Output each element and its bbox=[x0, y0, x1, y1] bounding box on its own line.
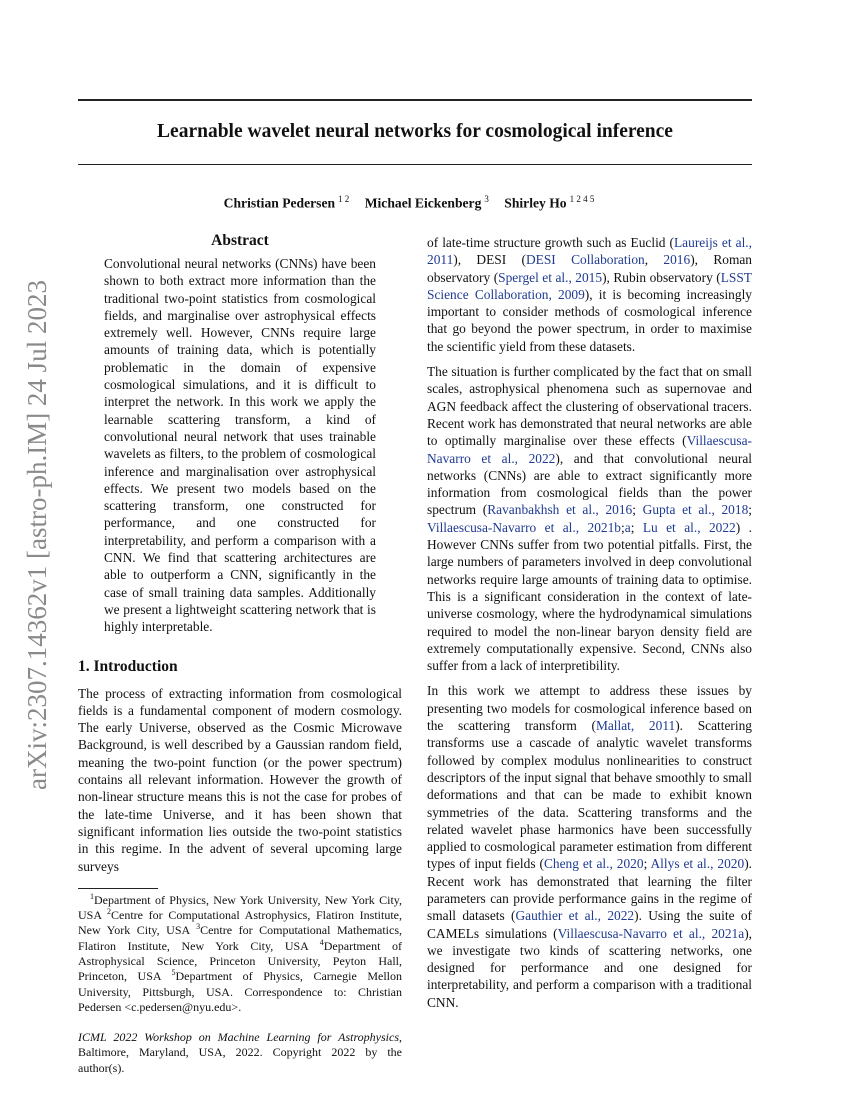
author-affiliation: 1 2 4 5 bbox=[569, 194, 595, 204]
affiliation-number: 1 bbox=[90, 891, 94, 901]
left-column bbox=[78, 232, 402, 1076]
author-affiliation: 1 2 bbox=[338, 194, 350, 204]
citation-link[interactable]: Gauthier et al., 2022 bbox=[515, 908, 635, 924]
citation-link[interactable]: a bbox=[624, 519, 631, 535]
citation-link[interactable]: Lu et al., 2022 bbox=[642, 519, 736, 535]
author-name: Michael Eickenberg bbox=[364, 195, 482, 211]
introduction-section bbox=[78, 658, 402, 875]
citation-link[interactable]: Ravanbakhsh et al., 2016 bbox=[487, 502, 633, 518]
right-column-body bbox=[427, 234, 752, 1019]
venue-note bbox=[78, 1030, 402, 1076]
citation-link[interactable]: 2016 bbox=[663, 252, 691, 268]
citation-link[interactable]: DESI Collaboration bbox=[525, 252, 645, 268]
venue-name: ICML 2022 Workshop on Machine Learning for Astrophysics bbox=[78, 1030, 399, 1045]
affiliation-number: 3 bbox=[196, 922, 201, 932]
affiliation-text: Department of Physics, New York University, New York City, USA bbox=[78, 892, 402, 923]
author-list bbox=[78, 194, 752, 212]
author-name: Shirley Ho bbox=[504, 195, 567, 211]
venue-copyright: , Baltimore, Maryland, USA, 2022. Copyright 2022 by the author(s). bbox=[78, 1030, 402, 1075]
citation-link[interactable]: Cheng et al., 2020 bbox=[543, 856, 644, 872]
affiliation-number: 2 bbox=[107, 907, 112, 917]
affiliation-text: Centre for Computational Astrophysics, Flatiron Institute, New York City, USA bbox=[78, 908, 402, 938]
affiliation-text: Department of Physics, Carnegie Mellon University, Pittsburgh, USA. Correspondence to: Christian Pedersen <c.pedersen@nyu.edu>. bbox=[78, 969, 402, 1014]
citation-link[interactable]: Gupta et al., 2018 bbox=[642, 502, 749, 518]
citation-link[interactable]: Laureijs et al., 2011 bbox=[427, 235, 752, 268]
affiliations bbox=[78, 893, 402, 1015]
citation-link[interactable]: LSST Science Collaboration, 2009 bbox=[427, 269, 752, 302]
paper-title: Learnable wavelet neural networks for cosmological inference bbox=[157, 121, 673, 142]
footnote-rule bbox=[78, 888, 158, 889]
introduction-heading: 1. Introduction bbox=[78, 657, 178, 675]
citation-link[interactable]: Spergel et al., 2015 bbox=[498, 269, 603, 285]
title-bottom-rule bbox=[78, 164, 752, 165]
top-rule bbox=[78, 99, 752, 101]
footnote bbox=[78, 888, 402, 1076]
citation-link[interactable]: Mallat, 2011 bbox=[595, 718, 676, 734]
citation-link[interactable]: Villaescusa-Navarro et al., 2021b bbox=[427, 519, 621, 535]
affiliation-text: Department of Astrophysical Science, Princeton University, Peyton Hall, Princeton, USA bbox=[78, 938, 402, 984]
affiliation-text: Centre for Computational Mathematics, Flatiron Institute, New York City, USA bbox=[78, 923, 402, 953]
paragraph: of late-time structure growth such as Euclid (Laureijs et al., 2011), DESI (DESI Collaboration, 2016), Roman observatory (Spergel et al., 2015), Rubin observatory (LSST Science Collaboration, 2009), it is becoming increasingly important to consider methods of cosmological inference that go beyond the power spectrum, in order to maximise the scientific yield from these datasets. bbox=[427, 235, 753, 354]
introduction-body bbox=[78, 685, 402, 875]
abstract-heading: Abstract bbox=[211, 232, 269, 249]
paragraph: The situation is further complicated by the fact that on small scales, astrophysical phenomena such as supernovae and AGN feedback affect the clustering of observational tracers. Recent work has demonstrated that neural networks are able to optimally marginalise over these effects (Villaescusa-Navarro et al., 2022), and that convolutional neural networks (CNNs) are able to extract significantly more information from cosmological fields than the power spectrum (Ravanbakhsh et al., 2016; Gupta et al., 2018; Villaescusa-Navarro et al., 2021b;a; Lu et al., 2022) . However CNNs suffer from two potential pitfalls. First, the large numbers of parameters involved in deep convolutional networks require large amounts of training data to optimise. This is a significant consideration in the context of late-universe cosmology, where the hydrodynamical simulations required to model the non-linear baryon density field are extremely computationally expensive. Second, CNNs also suffer from a lack of interpretibility. bbox=[427, 364, 752, 674]
abstract-section bbox=[104, 232, 376, 636]
paragraph: The process of extracting information from cosmological fields is a fundamental component of modern cosmology. The early Universe, observed as the Cosmic Microwave Background, is well described by a Gaussian random field, meaning the two-point function (or the power spectrum) contains all relevant information. However the growth of non-linear structure means this is not the case for probes of the late-time Universe, and it has been shown that significant information lies outside the two-point statistics in this regime. In the advent of several upcoming large surveys bbox=[78, 685, 402, 874]
author-affiliation: 3 bbox=[484, 194, 489, 204]
arxiv-identifier: arXiv:2307.14362v1 [astro-ph.IM] 24 Jul 2023 bbox=[22, 280, 52, 790]
abstract-text: Convolutional neural networks (CNNs) have been shown to both extract more information than the traditional two-point statistics from cosmological fields, and marginalise over astrophysical effects extremely well. However, CNNs require large amounts of training data, which is potentially problematic in the domain of expensive cosmological simulations, and it is difficult to interpret the network. In this work we apply the learnable scattering transform, a kind of convolutional neural network that uses trainable wavelets as filters, to the problem of cosmological inference and marginalisation over astrophysical effects. We present two models based on the scattering transform, one constructed for performance, and one constructed for interpretability, and perform a comparison with a CNN. We find that scattering architectures are able to outperform a CNN, significantly in the case of small training data samples. Additionally we present a lightweight scattering network that is highly interpretable. bbox=[104, 256, 376, 635]
paragraph: In this work we attempt to address these issues by presenting two models for cosmological inference based on the scattering transform (Mallat, 2011). Scattering transforms use a cascade of analytic wavelet transforms followed by complex modulus nonlinearities to construct descriptors of the input signal that behave smoothly to small deformations and that can be made to exhibit known symmetries of the data. Scattering transforms and the related wavelet phase harmonics have been successfully applied to cosmological parameter estimation from different types of input fields (Cheng et al., 2020; Allys et al., 2020). Recent work has demonstrated that learning the filter parameters can provide performance gains in the regime of small datasets (Gauthier et al., 2022). Using the suite of CAMELs simulations (Villaescusa-Navarro et al., 2021a), we investigate two kinds of scattering networks, one designed for performance and one designed for interpretability, and perform a comparison with a traditional CNN. bbox=[427, 683, 752, 1010]
affiliation-number: 5 bbox=[171, 968, 176, 978]
affiliation-number: 4 bbox=[319, 937, 324, 947]
citation-link[interactable]: Villaescusa-Navarro et al., 2021a bbox=[557, 925, 745, 941]
citation-link[interactable]: Allys et al., 2020 bbox=[650, 856, 745, 872]
author-name: Christian Pedersen bbox=[223, 195, 336, 211]
citation-link[interactable]: Villaescusa-Navarro et al., 2022 bbox=[427, 433, 752, 466]
